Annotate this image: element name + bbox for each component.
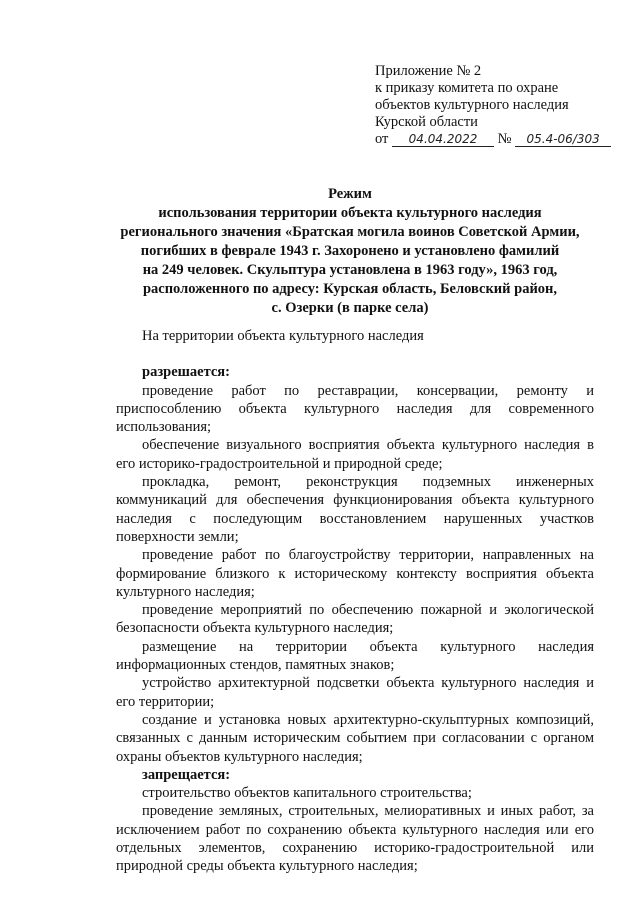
appendix-order-ref: к приказу комитета по охране — [375, 80, 559, 96]
document-body — [116, 327, 594, 876]
appendix-number: Приложение № 2 — [375, 63, 482, 79]
handwritten-number: 05.4-06/303 — [515, 133, 611, 147]
allowed-item: проведение мероприятий по обеспечению пожарной и экологической безопасности объекта культурного наследия; — [116, 602, 594, 637]
allowed-item: обеспечение визуального восприятия объекта культурного наследия в его историко-градостроительной и природной среде; — [116, 437, 594, 472]
allowed-item: проведение работ по благоустройству территории, направленных на формирование близкого к историческому контексту восприятия объекта культурного наследия; — [116, 547, 594, 600]
appendix-committee: объектов культурного наследия — [375, 97, 569, 113]
appendix-date-line — [375, 131, 625, 148]
title-line: Режим — [328, 186, 372, 202]
from-label: от — [375, 131, 389, 147]
appendix-region: Курской области — [375, 114, 478, 130]
number-label: № — [497, 131, 512, 147]
handwritten-date: 04.04.2022 — [392, 133, 494, 147]
allowed-item: проведение работ по реставрации, консервации, ремонту и приспособлению объекта культурного наследия для современного использования; — [116, 382, 594, 436]
forbidden-item: строительство объектов капитального строительства; — [142, 785, 472, 802]
allowed-item: устройство архитектурной подсветки объекта культурного наследия и его территории; — [116, 675, 594, 710]
forbidden-heading: запрещается: — [142, 766, 231, 783]
appendix-header — [375, 63, 625, 148]
forbidden-item: проведение земляных, строительных, мелиоративных и иных работ, за исключением работ по сохранению объекта культурного наследия или его отдельных элементов, сохранению историко-градостроительной или природной среды объекта культурного наследия; — [116, 803, 594, 875]
title-line: с. Озерки (в парке села) — [271, 300, 429, 316]
title-line: использования территории объекта культурного наследия — [158, 205, 542, 221]
title-line: на 249 человек. Скульптура установлена в 1963 году», 1963 год, — [142, 262, 558, 278]
intro-text: На территории объекта культурного наследия — [142, 328, 424, 344]
allowed-heading: разрешается: — [142, 364, 230, 381]
title-line: расположенного по адресу: Курская область, Беловский район, — [142, 281, 558, 297]
title-line: регионального значения «Братская могила воинов Советской Армии, — [120, 224, 580, 240]
document-title — [100, 185, 600, 318]
allowed-item: создание и установка новых архитектурно-скульптурных композиций, связанных с данным историческим событием при согласовании с органом охраны объектов культурного наследия; — [116, 711, 594, 765]
allowed-item: прокладка, ремонт, реконструкция подземных инженерных коммуникаций для обеспечения функционирования объекта культурного наследия с последующим восстановлением нарушенных участков поверхности земли; — [116, 474, 594, 545]
title-line: погибших в феврале 1943 г. Захоронено и установлено фамилий — [140, 243, 560, 259]
allowed-item: размещение на территории объекта культурного наследия информационных стендов, памятных знаков; — [116, 638, 594, 674]
